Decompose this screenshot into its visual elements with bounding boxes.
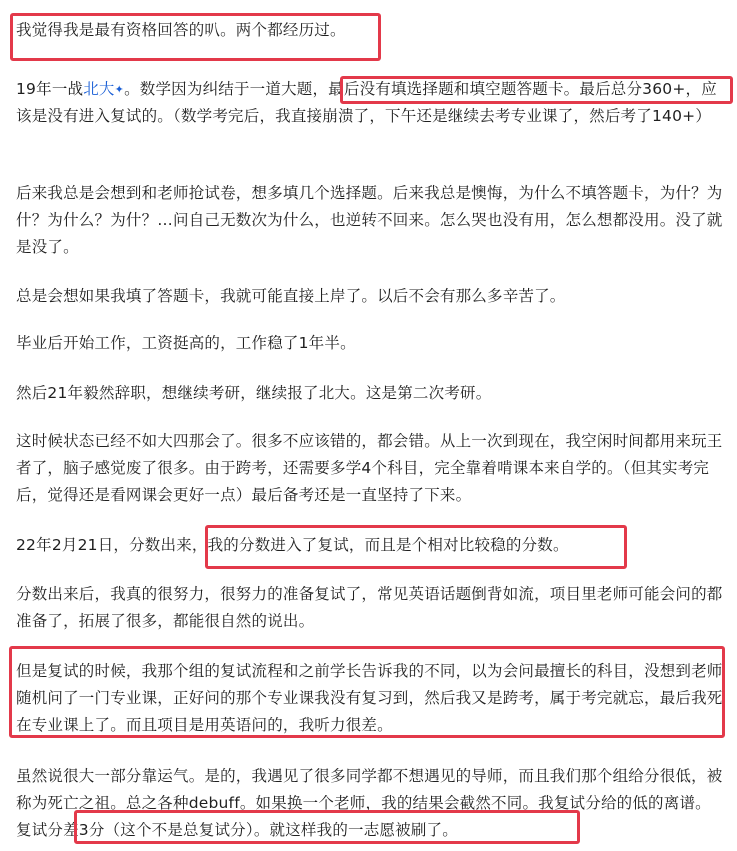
paragraph-4: 总是会想如果我填了答题卡，我就可能直接上岸了。以后不会有那么多辛苦了。	[16, 287, 566, 305]
paragraph-10: 但是复试的时候，我那个组的复试流程和之前学长告诉我的不同，以为会问最擅长的科目，没想到老师随机问了一门专业课，正好问的那个专业课我没有复习到，然后我又是跨考，属于考完就忘，最后我死在专业课上了。而且项目是用英语问的，我听力很差。	[16, 662, 723, 734]
paragraph-2-rest: 。数学因为纠结于一道大题，最后没有填选择题和填空题答题卡。最后总分360+，应该是没有进入复试的。（数学考完后，我直接崩溃了，下午还是继续去考专业课了，然后考了140+）	[16, 80, 717, 125]
paragraph-7: 这时候状态已经不如大四那会了。很多不应该错的，都会错。从上一次到现在，我空闲时间都用来玩王者了，脑子感觉废了很多。由于跨考，还需要多学4个科目，完全靠着啃课本来自学的。（但其实考完后，觉得还是看网课会更好一点）最后备考还是一直坚持了下来。	[16, 432, 723, 504]
paragraph-8: 22年2月21日，分数出来，我的分数进入了复试，而且是个相对比较稳的分数。	[16, 536, 569, 554]
paragraph-6: 然后21年毅然辞职，想继续考研，继续报了北大。这是第二次考研。	[16, 384, 492, 402]
sparkle-icon: ✦	[114, 83, 125, 96]
paragraph-5: 毕业后开始工作，工资挺高的，工作稳了1年半。	[16, 334, 356, 352]
paragraph-11: 虽然说很大一部分靠运气。是的，我遇见了很多同学都不想遇见的导师，而且我们那个组给分很低，被称为死亡之祖。总之各种debuff。如果换一个老师，我的结果会截然不同。我复试分给的低的离谱。复试分差3分（这个不是总复试分）。就这样我的一志愿被刷了。	[16, 767, 723, 839]
paragraph-3: 后来我总是会想到和老师抢试卷，想多填几个选择题。后来我总是懊悔，为什么不填答题卡，为什？为什？为什么？为什？…问自己无数次为什么，也逆转不回来。怎么哭也没有用，怎么想都没用。没了就是没了。	[16, 184, 723, 256]
paragraph-2-start: 19年一战	[16, 80, 84, 98]
pku-link[interactable]: 北大	[83, 80, 115, 98]
paragraph-1: 我觉得我是最有资格回答的叭。两个都经历过。	[16, 21, 346, 39]
paragraph-2	[16, 76, 726, 130]
paragraph-9: 分数出来后，我真的很努力，很努力的准备复试了，常见英语话题倒背如流，项目里老师可能会问的都准备了，拓展了很多，都能很自然的说出。	[16, 585, 723, 630]
